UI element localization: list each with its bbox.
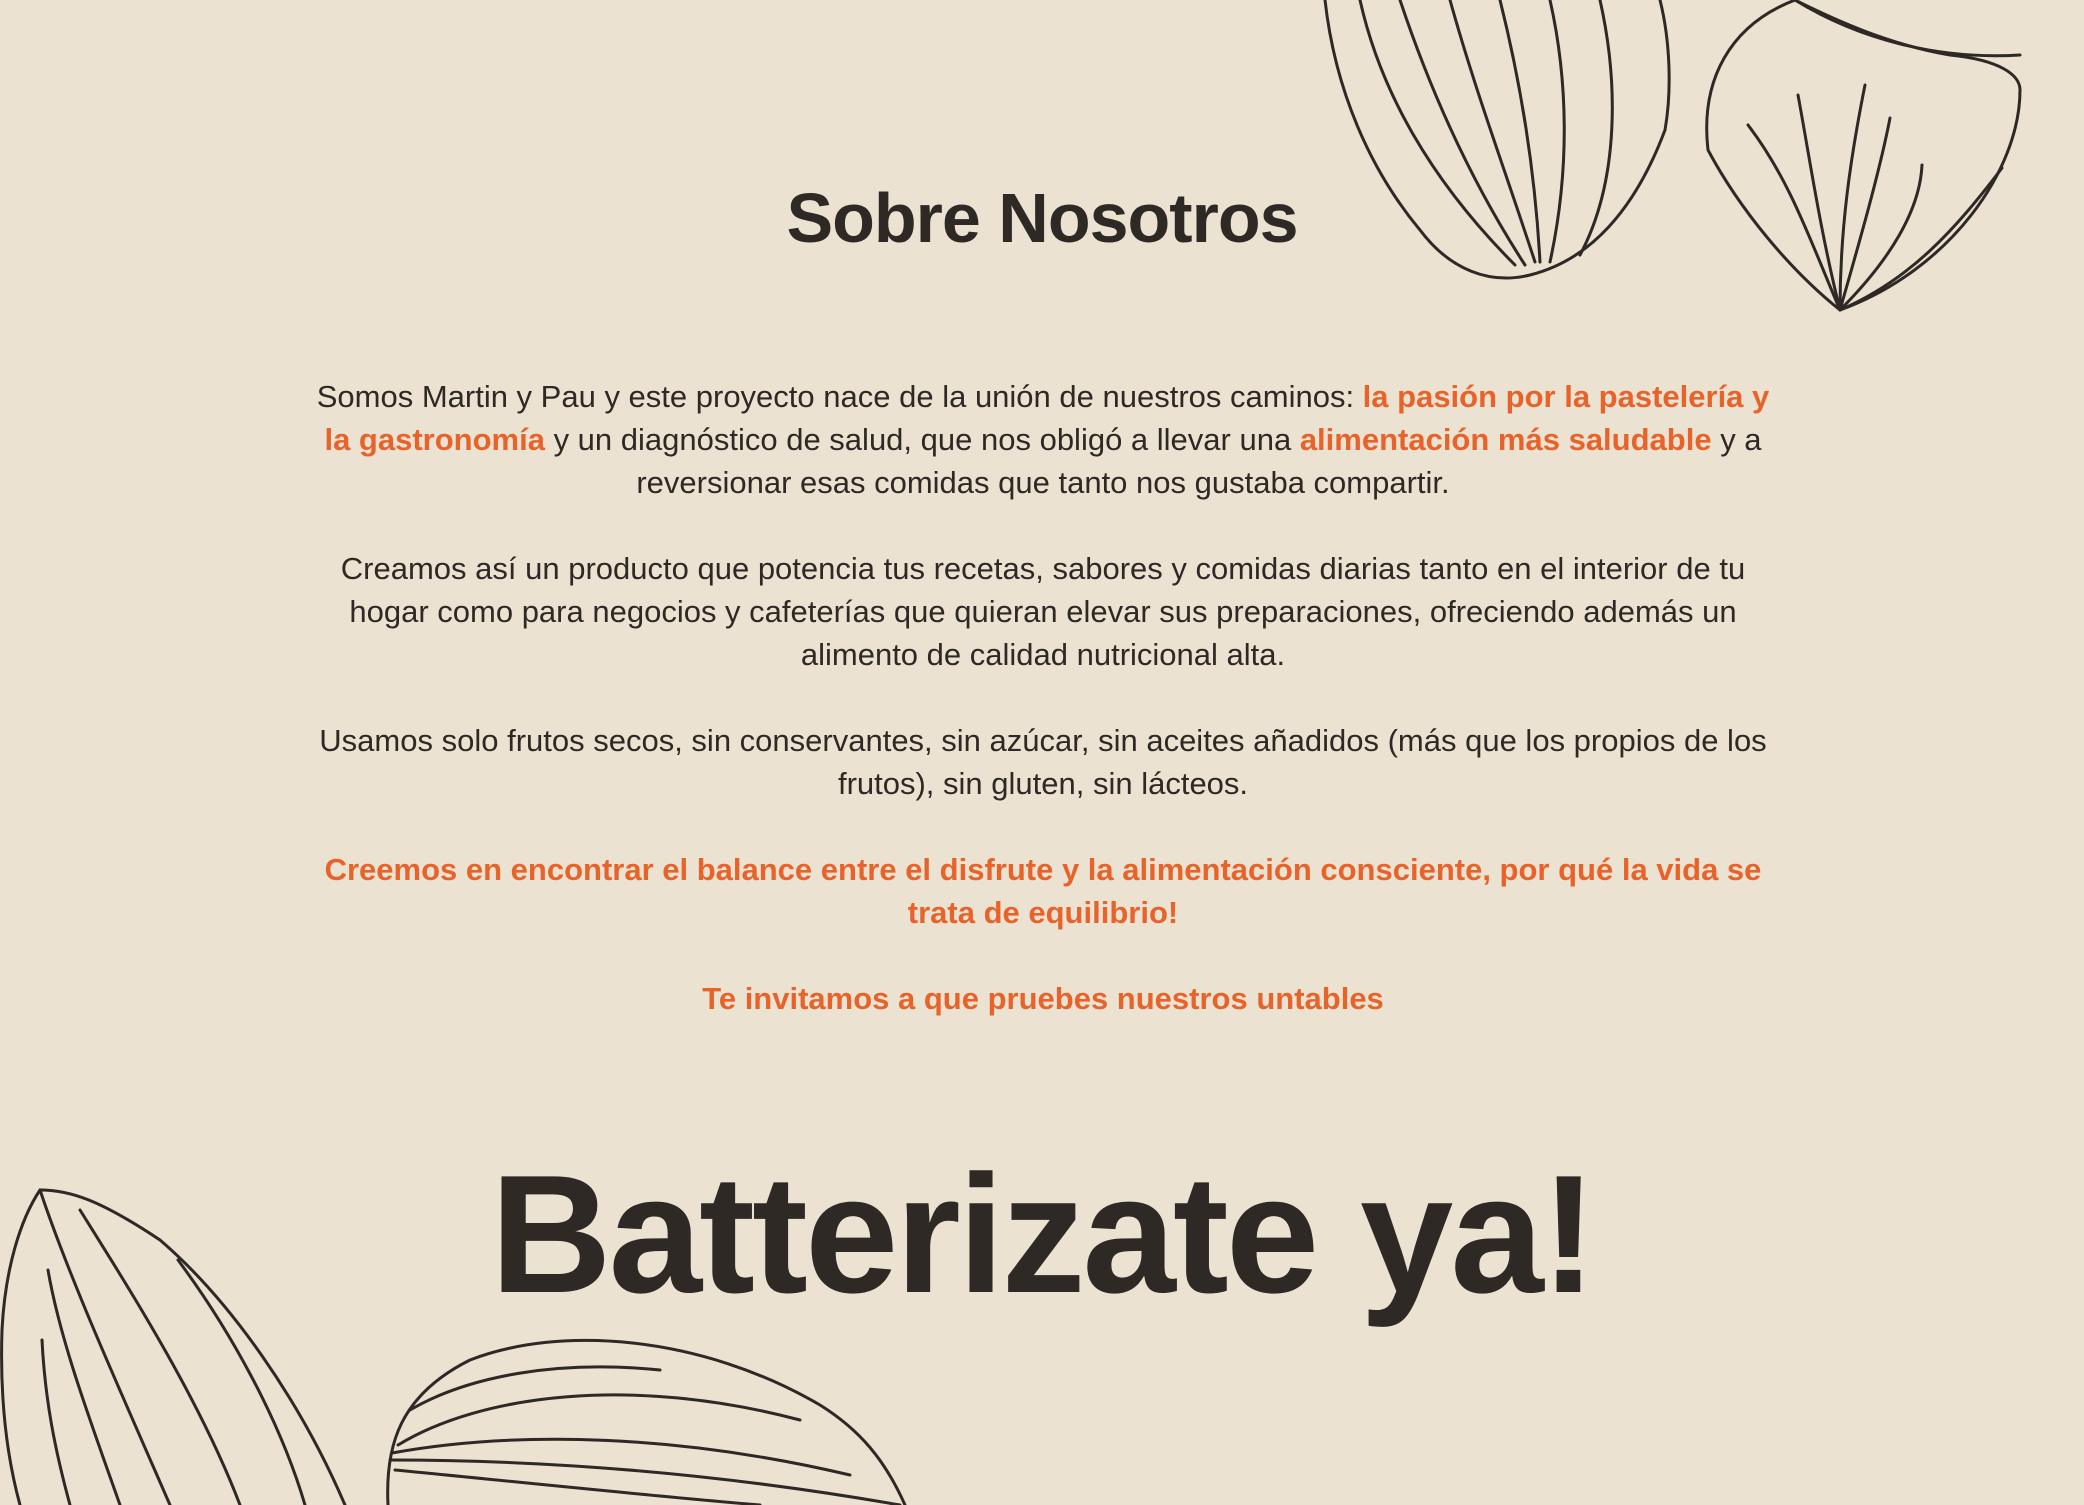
cta-heading: Batterizate ya! — [490, 1140, 1594, 1328]
intro-text-1: Somos Martin y Pau y este proyecto nace de la unión de nuestros caminos: — [316, 379, 1363, 414]
ingredients-paragraph: Usamos solo frutos secos, sin conservantes, sin azúcar, sin aceites añadidos (más que los propios de los frutos), sin gluten, sin lácteos. — [319, 723, 1767, 801]
intro-highlight-1: la pasión por la pastelería y la gastronomía — [324, 379, 1770, 457]
intro-text-2: y un diagnóstico de salud, que nos obligó a llevar una — [544, 422, 1300, 457]
almond-icon — [380, 1335, 920, 1505]
intro-highlight-2: alimentación más saludable — [1299, 422, 1712, 457]
about-content — [300, 375, 1786, 1063]
intro-text-3: y a reversionar esas comidas que tanto nos gustaba compartir. — [636, 422, 1762, 500]
invite-paragraph: Te invitamos a que pruebes nuestros untables — [702, 981, 1384, 1016]
page-title: Sobre Nosotros — [786, 179, 1298, 257]
hazelnut-icon — [1700, 0, 2084, 320]
balance-paragraph: Creemos en encontrar el balance entre el disfrute y la alimentación consciente, por qué la vida se trata de equilibrio! — [324, 852, 1762, 930]
product-paragraph: Creamos así un producto que potencia tus recetas, sabores y comidas diarias tanto en el interior de tu hogar como para negocios y cafeterías que quieran elevar sus preparaciones, ofreciendo además un alimento de calidad nutricional alta. — [340, 551, 1746, 672]
intro-paragraph — [300, 375, 1786, 504]
